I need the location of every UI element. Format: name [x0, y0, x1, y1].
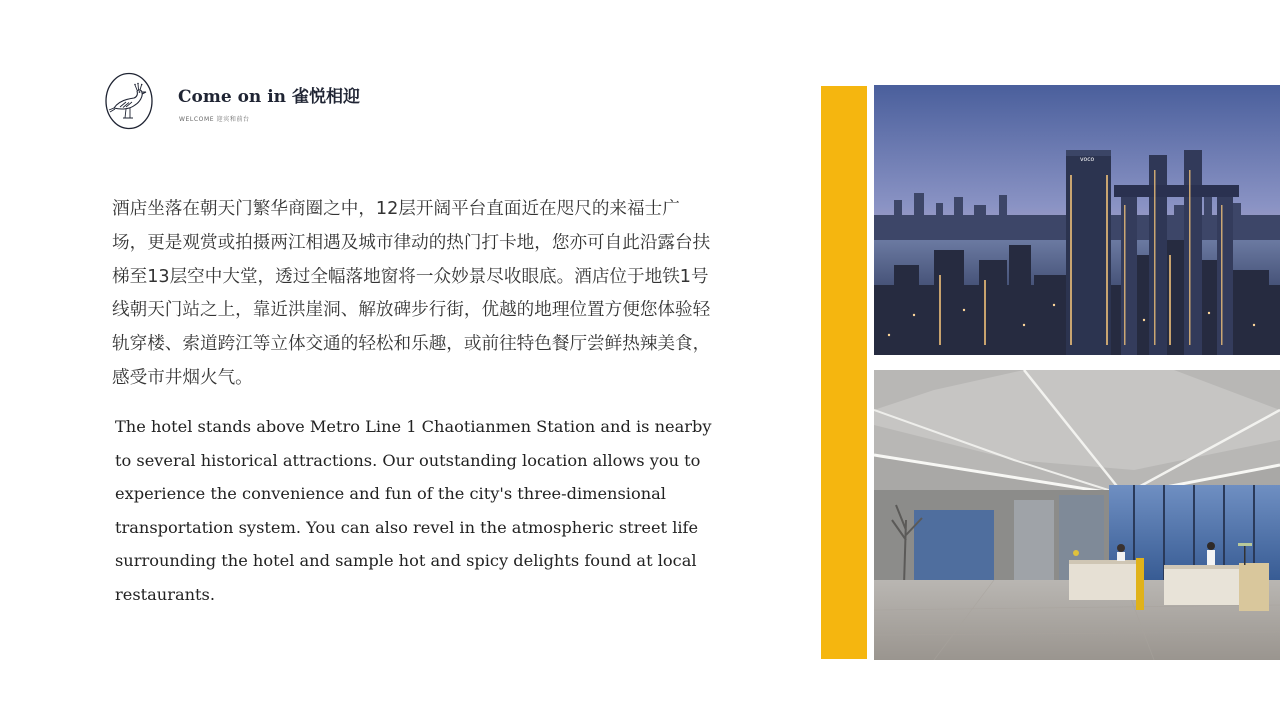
- hotel-exterior-photo: [874, 85, 1280, 355]
- bird-logo-icon: [104, 72, 154, 130]
- chinese-description: 酒店坐落在朝天门繁华商圈之中，12层开阔平台直面近在咫尺的来福士广场，更是观赏或拍摄两江相遇及城市律动的热门打卡地，您亦可自此沿露台扶梯至13层空中大堂，透过全幅落地窗将一众妙景尽收眼底。酒店位于地铁1号线朝天门站之上，靠近洪崖洞、解放碑步行街，优越的地理位置方便您体验轻轨穿楼、索道跨江等立体交通的轻松和乐趣，或前往特色餐厅尝鲜热辣美食，感受市井烟火气。: [112, 199, 711, 388]
- hotel-lobby-photo: [874, 370, 1280, 660]
- tower-sign-text: voco: [1080, 156, 1095, 163]
- accent-bar: [821, 86, 867, 659]
- english-description: The hotel stands above Metro Line 1 Chaotianmen Station and is nearby to several historical attractions. Our outstanding location allows you to experience the convenience and fun of the city's three-dimensional transportation system. You can also revel in the atmospheric street life surrounding the hotel and sample hot and spicy delights found at local restaurants.: [115, 417, 712, 604]
- page-subtitle: WELCOME 迎宾和前台: [179, 116, 250, 123]
- page-title: Come on in 雀悦相迎: [178, 87, 360, 107]
